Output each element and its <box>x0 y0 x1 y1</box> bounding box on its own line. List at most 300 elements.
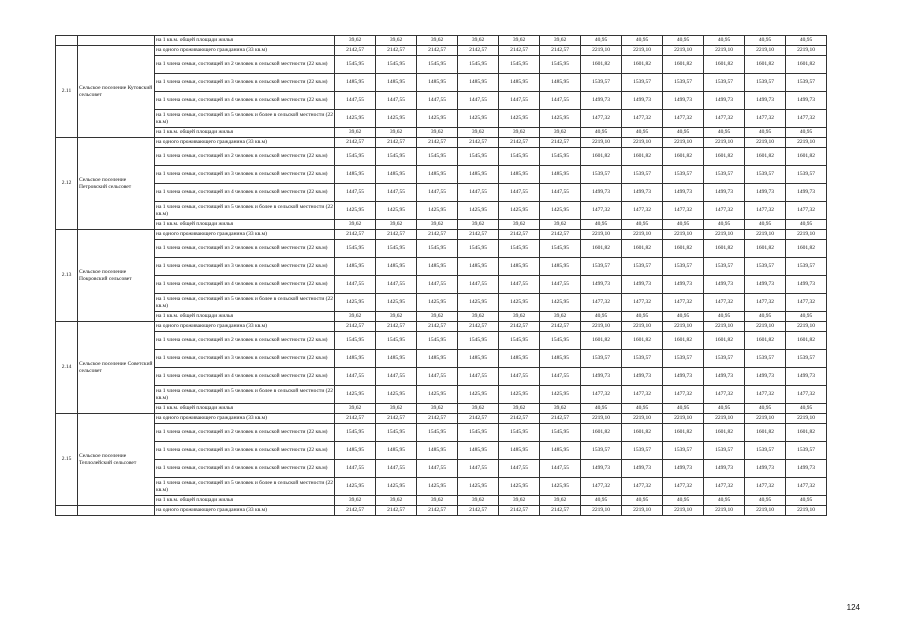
norm-label-cell: на одного проживающего гражданина (33 кв.м) <box>155 230 335 240</box>
norm-label-cell: на 1 члена семьи, состоящей из 5 человек и более в сельской местности (22 кв.м) <box>155 478 335 496</box>
rate-value-cell: 2219,10 <box>581 138 622 148</box>
rate-value-cell: 1539,57 <box>704 442 745 460</box>
rate-value-cell: 1477,32 <box>704 202 745 220</box>
rate-value-cell: 40,95 <box>581 220 622 230</box>
rate-value-cell: 1539,57 <box>786 258 827 276</box>
rate-value-cell: 1539,57 <box>581 350 622 368</box>
rate-value-cell: 2219,10 <box>704 230 745 240</box>
rate-value-cell: 39,62 <box>540 36 581 46</box>
rate-value-cell: 2142,57 <box>540 46 581 56</box>
rate-value-cell: 1447,55 <box>540 184 581 202</box>
rate-value-cell: 1485,95 <box>458 74 499 92</box>
rate-value-cell: 1545,95 <box>376 424 417 442</box>
rate-value-cell: 2219,10 <box>663 322 704 332</box>
table-row <box>56 92 827 110</box>
rate-value-cell: 39,62 <box>499 312 540 322</box>
rate-value-cell: 2219,10 <box>745 46 786 56</box>
rate-value-cell: 1425,95 <box>417 386 458 404</box>
table-row <box>56 202 827 220</box>
rate-value-cell: 1601,82 <box>581 332 622 350</box>
rate-value-cell: 1477,32 <box>581 294 622 312</box>
rate-value-cell: 1485,95 <box>417 166 458 184</box>
rate-value-cell: 1477,32 <box>745 478 786 496</box>
rate-value-cell: 1477,32 <box>663 202 704 220</box>
rate-value-cell: 40,95 <box>663 404 704 414</box>
rate-value-cell: 1477,32 <box>786 294 827 312</box>
section-code-cell: 2.14 <box>56 322 78 414</box>
rate-value-cell: 1447,55 <box>499 460 540 478</box>
rate-value-cell: 40,95 <box>663 220 704 230</box>
rate-value-cell: 1477,32 <box>704 478 745 496</box>
rate-value-cell: 1601,82 <box>663 332 704 350</box>
rate-value-cell: 1477,32 <box>745 202 786 220</box>
rate-value-cell: 39,62 <box>335 404 376 414</box>
rate-value-cell: 1477,32 <box>622 294 663 312</box>
rate-value-cell: 40,95 <box>581 128 622 138</box>
rate-value-cell: 1545,95 <box>335 424 376 442</box>
rate-value-cell: 1601,82 <box>704 332 745 350</box>
rate-value-cell: 1485,95 <box>499 166 540 184</box>
rate-value-cell: 1485,95 <box>499 258 540 276</box>
rate-value-cell: 2219,10 <box>745 414 786 424</box>
rate-value-cell: 1601,82 <box>704 240 745 258</box>
rate-value-cell: 1447,55 <box>376 368 417 386</box>
rate-value-cell: 1447,55 <box>335 276 376 294</box>
rate-value-cell: 1545,95 <box>540 148 581 166</box>
settlement-name-cell: Сельское поселение Покровский сельсовет <box>78 230 155 322</box>
rate-value-cell: 2142,57 <box>376 414 417 424</box>
rate-value-cell: 40,95 <box>622 496 663 506</box>
rate-value-cell: 2142,57 <box>335 46 376 56</box>
rate-value-cell: 39,62 <box>335 128 376 138</box>
rate-value-cell: 1447,55 <box>335 368 376 386</box>
rate-value-cell: 1485,95 <box>540 350 581 368</box>
rate-value-cell: 1425,95 <box>458 386 499 404</box>
rate-value-cell: 1539,57 <box>704 350 745 368</box>
rate-value-cell: 2219,10 <box>622 506 663 516</box>
settlement-name-cell: Сельское поселение Советский сельсовет <box>78 322 155 414</box>
norm-label-cell: на 1 члена семьи, состоящей из 3 человек в сельской местности (22 кв.м) <box>155 166 335 184</box>
rate-value-cell: 39,62 <box>499 128 540 138</box>
rate-value-cell: 1539,57 <box>622 442 663 460</box>
rate-value-cell: 1425,95 <box>376 202 417 220</box>
rate-value-cell: 1601,82 <box>745 424 786 442</box>
tariff-table <box>55 35 827 516</box>
rate-value-cell: 1539,57 <box>581 74 622 92</box>
rate-value-cell: 1485,95 <box>335 442 376 460</box>
rate-value-cell: 40,95 <box>786 36 827 46</box>
rate-value-cell: 1425,95 <box>499 202 540 220</box>
rate-value-cell: 40,95 <box>581 36 622 46</box>
rate-value-cell: 2219,10 <box>663 230 704 240</box>
rate-value-cell: 40,95 <box>581 404 622 414</box>
rate-value-cell: 1545,95 <box>499 148 540 166</box>
rate-value-cell: 1447,55 <box>417 184 458 202</box>
rate-value-cell: 1601,82 <box>786 56 827 74</box>
rate-value-cell: 1499,73 <box>786 92 827 110</box>
rate-value-cell: 1601,82 <box>704 56 745 74</box>
rate-value-cell: 39,62 <box>458 220 499 230</box>
rate-value-cell: 1425,95 <box>417 110 458 128</box>
rate-value-cell: 1545,95 <box>417 56 458 74</box>
rate-value-cell: 39,62 <box>376 496 417 506</box>
rate-value-cell: 1485,95 <box>540 258 581 276</box>
rate-value-cell: 1477,32 <box>745 110 786 128</box>
rate-value-cell: 39,62 <box>417 36 458 46</box>
rate-value-cell: 39,62 <box>458 36 499 46</box>
rate-value-cell: 40,95 <box>704 404 745 414</box>
rate-value-cell: 2219,10 <box>581 230 622 240</box>
rate-value-cell: 1477,32 <box>663 478 704 496</box>
table-row <box>56 478 827 496</box>
rate-value-cell: 1447,55 <box>540 92 581 110</box>
rate-value-cell: 1425,95 <box>499 386 540 404</box>
table-row <box>56 148 827 166</box>
rate-value-cell: 2142,57 <box>458 506 499 516</box>
rate-value-cell: 1477,32 <box>786 386 827 404</box>
rate-value-cell: 2142,57 <box>540 322 581 332</box>
rate-value-cell: 2142,57 <box>376 322 417 332</box>
rate-value-cell: 1485,95 <box>458 350 499 368</box>
rate-value-cell: 40,95 <box>704 128 745 138</box>
rate-value-cell: 2219,10 <box>622 322 663 332</box>
rate-value-cell: 1425,95 <box>335 202 376 220</box>
rate-value-cell: 1477,32 <box>786 202 827 220</box>
rate-value-cell: 39,62 <box>376 128 417 138</box>
rate-value-cell: 1485,95 <box>376 74 417 92</box>
rate-value-cell: 40,95 <box>622 36 663 46</box>
rate-value-cell: 1499,73 <box>622 92 663 110</box>
rate-value-cell: 1545,95 <box>458 424 499 442</box>
table-row <box>56 322 827 332</box>
rate-value-cell: 1425,95 <box>499 478 540 496</box>
rate-value-cell: 1447,55 <box>540 368 581 386</box>
rate-value-cell: 1499,73 <box>786 276 827 294</box>
rate-value-cell: 1447,55 <box>499 276 540 294</box>
rate-value-cell: 1425,95 <box>417 202 458 220</box>
rate-value-cell: 1425,95 <box>376 294 417 312</box>
norm-label-cell: на 1 члена семьи, состоящей из 4 человек в сельской местности (22 кв.м) <box>155 184 335 202</box>
rate-value-cell: 1485,95 <box>417 442 458 460</box>
rate-value-cell: 1477,32 <box>663 110 704 128</box>
code-cell-empty <box>56 506 78 516</box>
rate-value-cell: 40,95 <box>622 220 663 230</box>
rate-value-cell: 40,95 <box>745 312 786 322</box>
table-row <box>56 138 827 148</box>
rate-value-cell: 1425,95 <box>376 386 417 404</box>
rate-value-cell: 1545,95 <box>458 148 499 166</box>
rate-value-cell: 1447,55 <box>499 368 540 386</box>
rate-value-cell: 1539,57 <box>622 74 663 92</box>
rate-value-cell: 2219,10 <box>622 230 663 240</box>
rate-value-cell: 1485,95 <box>540 74 581 92</box>
rate-value-cell: 40,95 <box>745 404 786 414</box>
rate-value-cell: 1601,82 <box>622 332 663 350</box>
rate-value-cell: 2219,10 <box>622 414 663 424</box>
rate-value-cell: 2142,57 <box>417 322 458 332</box>
rate-value-cell: 1499,73 <box>745 460 786 478</box>
rate-value-cell: 1477,32 <box>663 294 704 312</box>
rate-value-cell: 39,62 <box>335 36 376 46</box>
rate-value-cell: 39,62 <box>417 404 458 414</box>
norm-label-cell: на 1 кв.м. общей площади жилья <box>155 220 335 230</box>
rate-value-cell: 1601,82 <box>745 148 786 166</box>
rate-value-cell: 2219,10 <box>581 46 622 56</box>
rate-value-cell: 1447,55 <box>458 92 499 110</box>
rate-value-cell: 1485,95 <box>540 442 581 460</box>
rate-value-cell: 1477,32 <box>745 386 786 404</box>
table-row <box>56 276 827 294</box>
rate-value-cell: 1499,73 <box>622 184 663 202</box>
rate-value-cell: 1477,32 <box>786 110 827 128</box>
rate-value-cell: 1485,95 <box>540 166 581 184</box>
rate-value-cell: 40,95 <box>663 36 704 46</box>
rate-value-cell: 1545,95 <box>376 148 417 166</box>
rate-value-cell: 1447,55 <box>376 92 417 110</box>
rate-value-cell: 1447,55 <box>335 460 376 478</box>
rate-value-cell: 40,95 <box>745 128 786 138</box>
norm-label-cell: на одного проживающего гражданина (33 кв.м) <box>155 322 335 332</box>
settlement-name-cell: Сельское поселение Теплолейский сельсовет <box>78 414 155 506</box>
rate-value-cell: 1477,32 <box>581 202 622 220</box>
rate-value-cell: 1545,95 <box>417 424 458 442</box>
rate-value-cell: 1539,57 <box>622 350 663 368</box>
rate-value-cell: 1539,57 <box>786 166 827 184</box>
rate-value-cell: 2142,57 <box>540 506 581 516</box>
table-row <box>56 442 827 460</box>
rate-value-cell: 40,95 <box>745 496 786 506</box>
settlement-name-cell: Сельское поселение Петровский сельсовет <box>78 138 155 230</box>
rate-value-cell: 1539,57 <box>704 166 745 184</box>
rate-value-cell: 1539,57 <box>704 74 745 92</box>
rate-value-cell: 40,95 <box>581 312 622 322</box>
rate-value-cell: 1425,95 <box>417 294 458 312</box>
table-row <box>56 332 827 350</box>
rate-value-cell: 40,95 <box>704 496 745 506</box>
table-row <box>56 460 827 478</box>
table-row <box>56 258 827 276</box>
rate-value-cell: 1477,32 <box>622 386 663 404</box>
section-code-cell: 2.11 <box>56 46 78 138</box>
rate-value-cell: 1539,57 <box>663 166 704 184</box>
settlement-cell-empty <box>78 36 155 46</box>
rate-value-cell: 1601,82 <box>745 332 786 350</box>
table-row <box>56 128 827 138</box>
rate-value-cell: 1425,95 <box>376 110 417 128</box>
rate-value-cell: 1425,95 <box>417 478 458 496</box>
table-row <box>56 350 827 368</box>
rate-value-cell: 39,62 <box>540 220 581 230</box>
norm-label-cell: на 1 члена семьи, состоящей из 2 человек в сельской местности (22 кв.м) <box>155 240 335 258</box>
rate-value-cell: 1539,57 <box>581 442 622 460</box>
rate-value-cell: 39,62 <box>417 496 458 506</box>
rate-value-cell: 40,95 <box>622 312 663 322</box>
rate-value-cell: 2219,10 <box>786 46 827 56</box>
table-row <box>56 184 827 202</box>
table-row <box>56 386 827 404</box>
rate-value-cell: 39,62 <box>540 128 581 138</box>
section-code-cell: 2.12 <box>56 138 78 230</box>
rate-value-cell: 1477,32 <box>622 110 663 128</box>
rate-value-cell: 1447,55 <box>499 92 540 110</box>
table-row <box>56 312 827 322</box>
rate-value-cell: 1499,73 <box>704 184 745 202</box>
rate-value-cell: 1499,73 <box>622 368 663 386</box>
rate-value-cell: 40,95 <box>786 220 827 230</box>
rate-value-cell: 1485,95 <box>499 442 540 460</box>
rate-value-cell: 1539,57 <box>704 258 745 276</box>
rate-value-cell: 2142,57 <box>499 322 540 332</box>
rate-value-cell: 1425,95 <box>540 478 581 496</box>
rate-value-cell: 1425,95 <box>335 478 376 496</box>
rate-value-cell: 1601,82 <box>622 240 663 258</box>
table-row <box>56 294 827 312</box>
rate-value-cell: 1425,95 <box>335 386 376 404</box>
rate-value-cell: 1499,73 <box>663 368 704 386</box>
rate-value-cell: 1425,95 <box>458 202 499 220</box>
norm-label-cell: на 1 члена семьи, состоящей из 2 человек в сельской местности (22 кв.м) <box>155 148 335 166</box>
rate-value-cell: 1539,57 <box>745 74 786 92</box>
rate-value-cell: 1545,95 <box>499 424 540 442</box>
rate-value-cell: 2142,57 <box>499 230 540 240</box>
tariff-table-sheet <box>55 35 827 516</box>
rate-value-cell: 1539,57 <box>581 258 622 276</box>
rate-value-cell: 1499,73 <box>581 92 622 110</box>
rate-value-cell: 1601,82 <box>704 148 745 166</box>
rate-value-cell: 1499,73 <box>745 276 786 294</box>
norm-label-cell: на 1 члена семьи, состоящей из 3 человек в сельской местности (22 кв.м) <box>155 442 335 460</box>
rate-value-cell: 1485,95 <box>458 166 499 184</box>
rate-value-cell: 1447,55 <box>458 460 499 478</box>
rate-value-cell: 1485,95 <box>335 74 376 92</box>
rate-value-cell: 1477,32 <box>663 386 704 404</box>
rate-value-cell: 2219,10 <box>745 322 786 332</box>
settlement-name-cell: Сельское поселение Кутовский сельсовет <box>78 46 155 138</box>
rate-value-cell: 40,95 <box>704 36 745 46</box>
rate-value-cell: 40,95 <box>704 220 745 230</box>
rate-value-cell: 40,95 <box>786 496 827 506</box>
rate-value-cell: 39,62 <box>499 220 540 230</box>
norm-label-cell: на 1 члена семьи, состоящей из 2 человек в сельской местности (22 кв.м) <box>155 56 335 74</box>
rate-value-cell: 2219,10 <box>663 506 704 516</box>
table-row <box>56 424 827 442</box>
rate-value-cell: 2219,10 <box>581 322 622 332</box>
rate-value-cell: 40,95 <box>622 404 663 414</box>
rate-value-cell: 1601,82 <box>622 148 663 166</box>
rate-value-cell: 1545,95 <box>540 332 581 350</box>
rate-value-cell: 40,95 <box>663 312 704 322</box>
rate-value-cell: 1601,82 <box>622 424 663 442</box>
rate-value-cell: 39,62 <box>458 404 499 414</box>
rate-value-cell: 1545,95 <box>417 332 458 350</box>
rate-value-cell: 1539,57 <box>663 350 704 368</box>
rate-value-cell: 2142,57 <box>540 414 581 424</box>
rate-value-cell: 39,62 <box>335 496 376 506</box>
section-code-cell: 2.13 <box>56 230 78 322</box>
rate-value-cell: 1499,73 <box>622 276 663 294</box>
rate-value-cell: 2142,57 <box>540 230 581 240</box>
rate-value-cell: 2219,10 <box>704 46 745 56</box>
rate-value-cell: 1447,55 <box>417 92 458 110</box>
rate-value-cell: 1601,82 <box>622 56 663 74</box>
rate-value-cell: 1545,95 <box>335 332 376 350</box>
rate-value-cell: 1545,95 <box>417 240 458 258</box>
rate-value-cell: 39,62 <box>376 220 417 230</box>
rate-value-cell: 1545,95 <box>499 240 540 258</box>
rate-value-cell: 1447,55 <box>540 276 581 294</box>
rate-value-cell: 1601,82 <box>786 240 827 258</box>
rate-value-cell: 1499,73 <box>745 184 786 202</box>
rate-value-cell: 1601,82 <box>581 148 622 166</box>
rate-value-cell: 2219,10 <box>745 138 786 148</box>
rate-value-cell: 1425,95 <box>540 386 581 404</box>
norm-label-cell: на 1 члена семьи, состоящей из 4 человек в сельской местности (22 кв.м) <box>155 92 335 110</box>
rate-value-cell: 1499,73 <box>663 184 704 202</box>
rate-value-cell: 1485,95 <box>376 442 417 460</box>
rate-value-cell: 2142,57 <box>376 46 417 56</box>
rate-value-cell: 1545,95 <box>540 240 581 258</box>
rate-value-cell: 1601,82 <box>704 424 745 442</box>
rate-value-cell: 1601,82 <box>786 148 827 166</box>
rate-value-cell: 1499,73 <box>745 368 786 386</box>
norm-label-cell: на одного проживающего гражданина (33 кв.м) <box>155 138 335 148</box>
rate-value-cell: 39,62 <box>335 312 376 322</box>
rate-value-cell: 1545,95 <box>458 332 499 350</box>
rate-value-cell: 1477,32 <box>622 478 663 496</box>
rate-value-cell: 2142,57 <box>458 138 499 148</box>
rate-value-cell: 1539,57 <box>745 258 786 276</box>
rate-value-cell: 1425,95 <box>376 478 417 496</box>
rate-value-cell: 39,62 <box>499 404 540 414</box>
rate-value-cell: 1477,32 <box>704 386 745 404</box>
rate-value-cell: 2142,57 <box>376 230 417 240</box>
rate-value-cell: 1499,73 <box>704 276 745 294</box>
rate-value-cell: 39,62 <box>499 36 540 46</box>
norm-label-cell: на 1 кв.м. общей площади жилья <box>155 312 335 322</box>
rate-value-cell: 2142,57 <box>458 230 499 240</box>
norm-label-cell: на 1 члена семьи, состоящей из 5 человек и более в сельской местности (22 кв.м) <box>155 386 335 404</box>
rate-value-cell: 2142,57 <box>376 506 417 516</box>
rate-value-cell: 1545,95 <box>376 332 417 350</box>
rate-value-cell: 40,95 <box>622 128 663 138</box>
rate-value-cell: 1499,73 <box>622 460 663 478</box>
norm-label-cell: на одного проживающего гражданина (33 кв.м) <box>155 506 335 516</box>
rate-value-cell: 2219,10 <box>704 138 745 148</box>
rate-value-cell: 2142,57 <box>540 138 581 148</box>
rate-value-cell: 1601,82 <box>663 56 704 74</box>
rate-value-cell: 1425,95 <box>540 110 581 128</box>
rate-value-cell: 1485,95 <box>417 74 458 92</box>
rate-value-cell: 1447,55 <box>376 460 417 478</box>
rate-value-cell: 2219,10 <box>786 138 827 148</box>
rate-value-cell: 1447,55 <box>376 276 417 294</box>
rate-value-cell: 1485,95 <box>335 258 376 276</box>
rate-value-cell: 2142,57 <box>417 138 458 148</box>
rate-value-cell: 1485,95 <box>335 166 376 184</box>
rate-value-cell: 1485,95 <box>499 350 540 368</box>
norm-label-cell: на 1 члена семьи, состоящей из 3 человек в сельской местности (22 кв.м) <box>155 258 335 276</box>
rate-value-cell: 2219,10 <box>786 414 827 424</box>
rate-value-cell: 1425,95 <box>335 110 376 128</box>
rate-value-cell: 1539,57 <box>663 258 704 276</box>
rate-value-cell: 1447,55 <box>458 368 499 386</box>
rate-value-cell: 2142,57 <box>417 230 458 240</box>
norm-label-cell: на 1 члена семьи, состоящей из 4 человек в сельской местности (22 кв.м) <box>155 276 335 294</box>
rate-value-cell: 1425,95 <box>540 294 581 312</box>
rate-value-cell: 1499,73 <box>786 460 827 478</box>
rate-value-cell: 1485,95 <box>376 166 417 184</box>
norm-label-cell: на 1 кв.м. общей площади жилья <box>155 404 335 414</box>
